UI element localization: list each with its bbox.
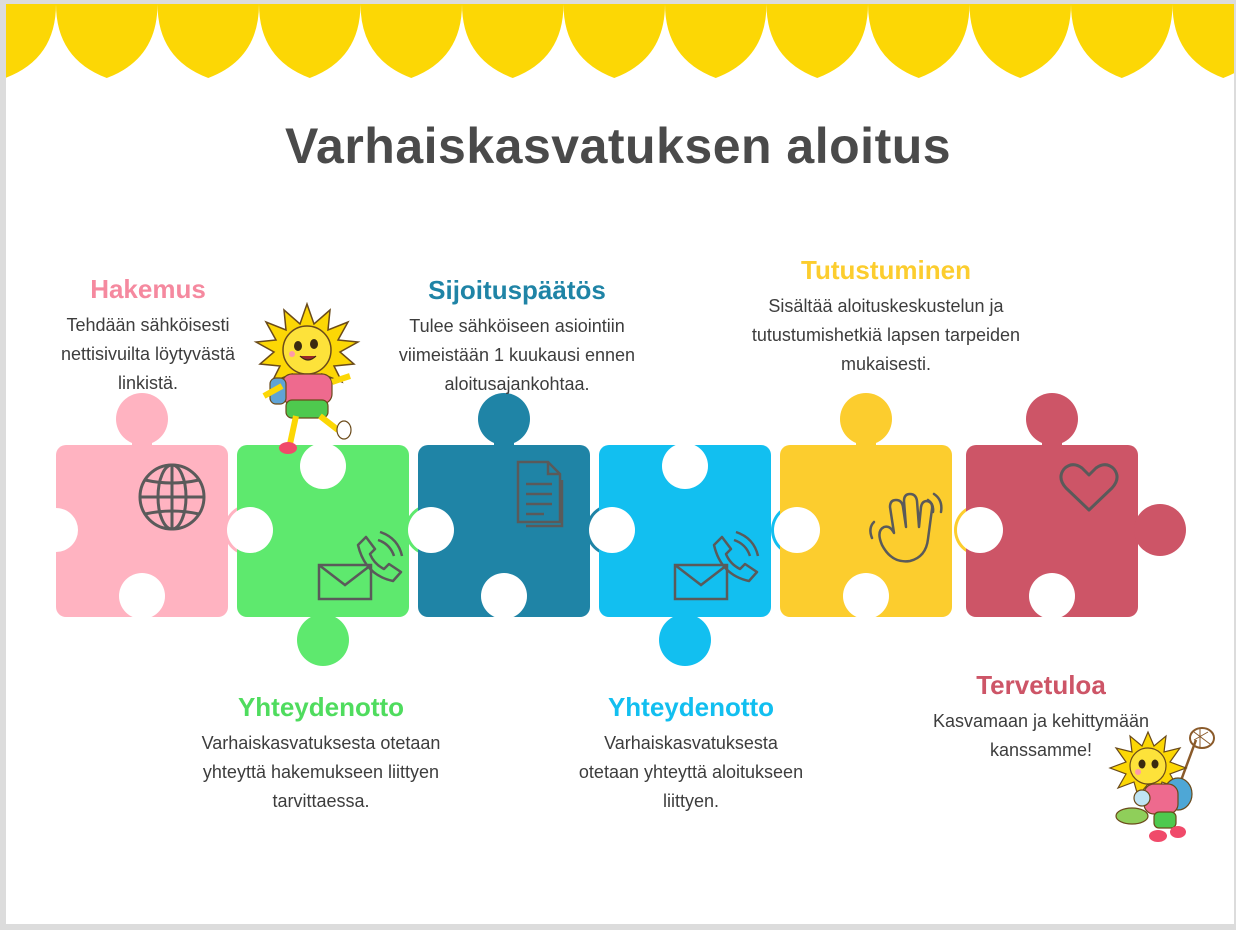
step-description: Tehdään sähköisesti nettisivuilta löytyvästä linkistä. (60, 315, 236, 393)
step-heading: Sijoituspäätös (428, 275, 606, 305)
step-heading: Tervetuloa (976, 670, 1106, 700)
step-heading: Hakemus (90, 274, 206, 304)
step-description: Sisältää aloituskeskustelun ja tutustumishetkiä lapsen tarpeiden mukaisesti. (751, 296, 1021, 374)
step-yhteydenotto-1 (176, 692, 466, 816)
infographic-page (6, 4, 1234, 924)
page-title: Varhaiskasvatuksen aloitus (284, 118, 952, 174)
step-heading: Yhteydenotto (237, 692, 405, 722)
step-tutustuminen (718, 255, 1054, 379)
sun-mascot-walking (252, 302, 362, 462)
globe-icon (140, 465, 204, 529)
step-heading: Yhteydenotto (607, 692, 775, 722)
step-heading: Tutustuminen (801, 255, 971, 285)
step-yhteydenotto-2 (576, 692, 806, 816)
step-tervetuloa (916, 670, 1166, 765)
step-hakemus (36, 274, 260, 398)
step-description: Varhaiskasvatuksesta otetaan yhteyttä hakemukseen liittyen tarvittaessa. (201, 733, 441, 811)
step-description: Tulee sähköiseen asiointiin viimeistään 1 kuukausi ennen aloitusajankohtaa. (398, 316, 636, 394)
step-description: Varhaiskasvatuksesta otetaan yhteyttä aloitukseen liittyen. (578, 733, 804, 811)
puzzle-piece-tervetuloa (957, 393, 1186, 619)
step-sijoituspaatos (372, 275, 662, 399)
step-description: Kasvamaan ja kehittymään kanssamme! (932, 711, 1150, 760)
